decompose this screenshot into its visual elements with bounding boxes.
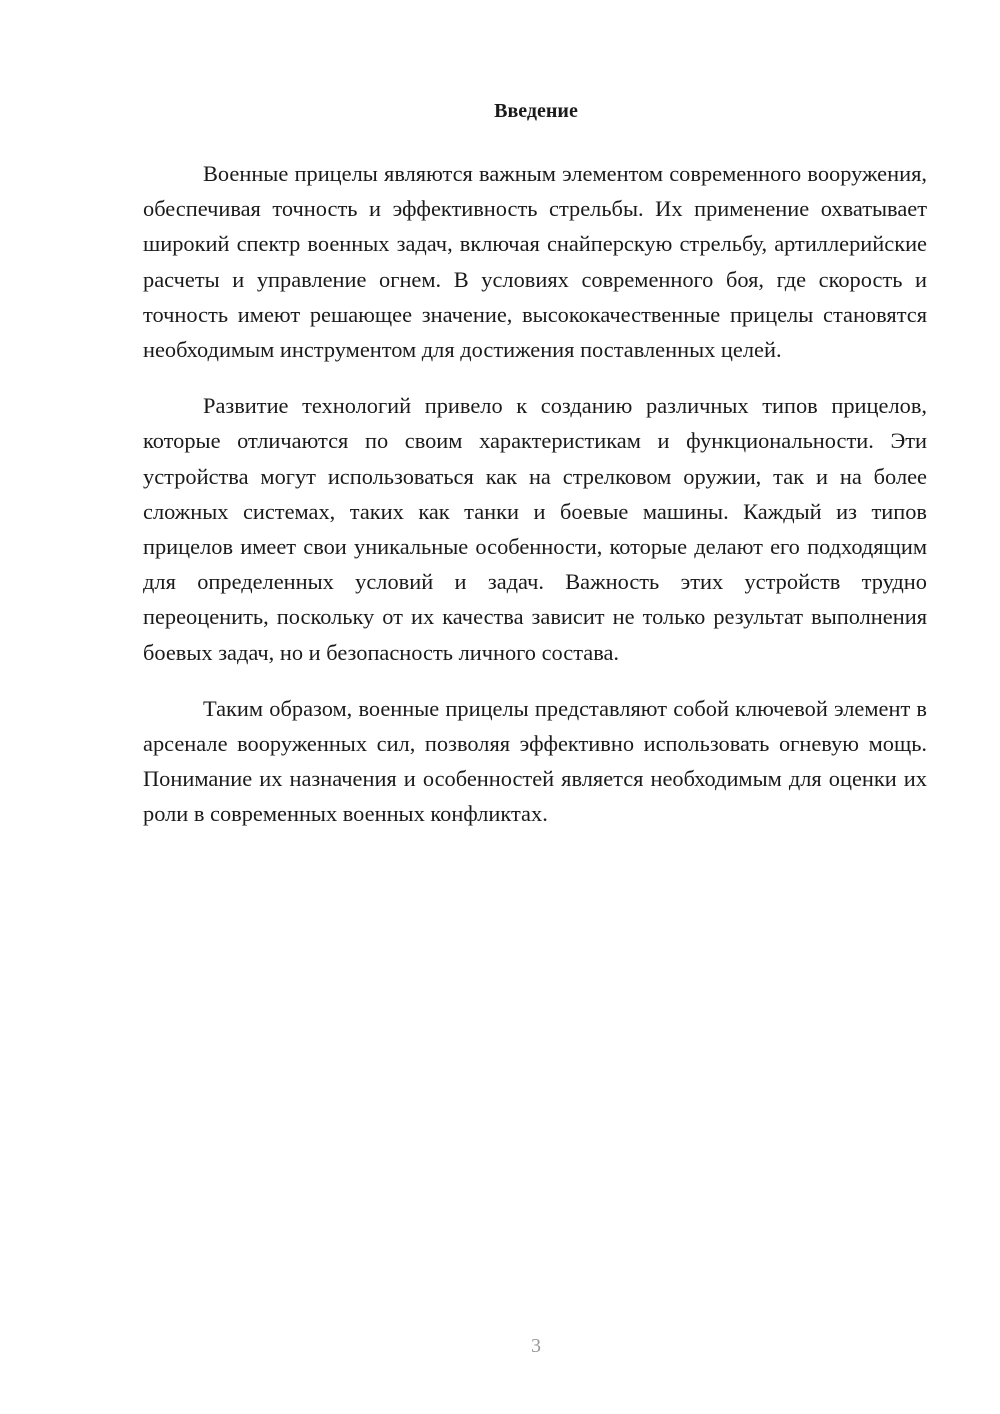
paragraph-1: Военные прицелы являются важным элементом современного вооружения, обеспечивая точность и эффективность стрельбы. Их применение охватывает широкий спектр военных задач, включая снайперскую стрельбу, артиллерийские расчеты и управление огнем. В условиях современного боя, где скорость и точность имеют решающее значение, высококачественные прицелы становятся необходимым инструментом для достижения поставленных целей.	[143, 161, 927, 363]
section-heading: Введение	[494, 100, 578, 122]
page-content	[143, 95, 927, 832]
paragraph-3: Таким образом, военные прицелы представляют собой ключевой элемент в арсенале вооруженных сил, позволяя эффективно использовать огневую мощь. Понимание их назначения и особенностей является необходимым для оценки их роли в современных военных конфликтах.	[143, 695, 927, 827]
paragraph-2: Развитие технологий привело к созданию различных типов прицелов, которые отличаются по своим характеристикам и функциональности. Эти устройства могут использоваться как на стрелковом оружии, так и на более сложных системах, таких как танки и боевые машины. Каждый из типов прицелов имеет свои уникальные особенности, которые делают его подходящим для определенных условий и задач. Важность этих устройств трудно переоценить, поскольку от их качества зависит не только результат выполнения боевых задач, но и безопасность личного состава.	[143, 393, 927, 665]
page-number: 3	[531, 1335, 541, 1357]
